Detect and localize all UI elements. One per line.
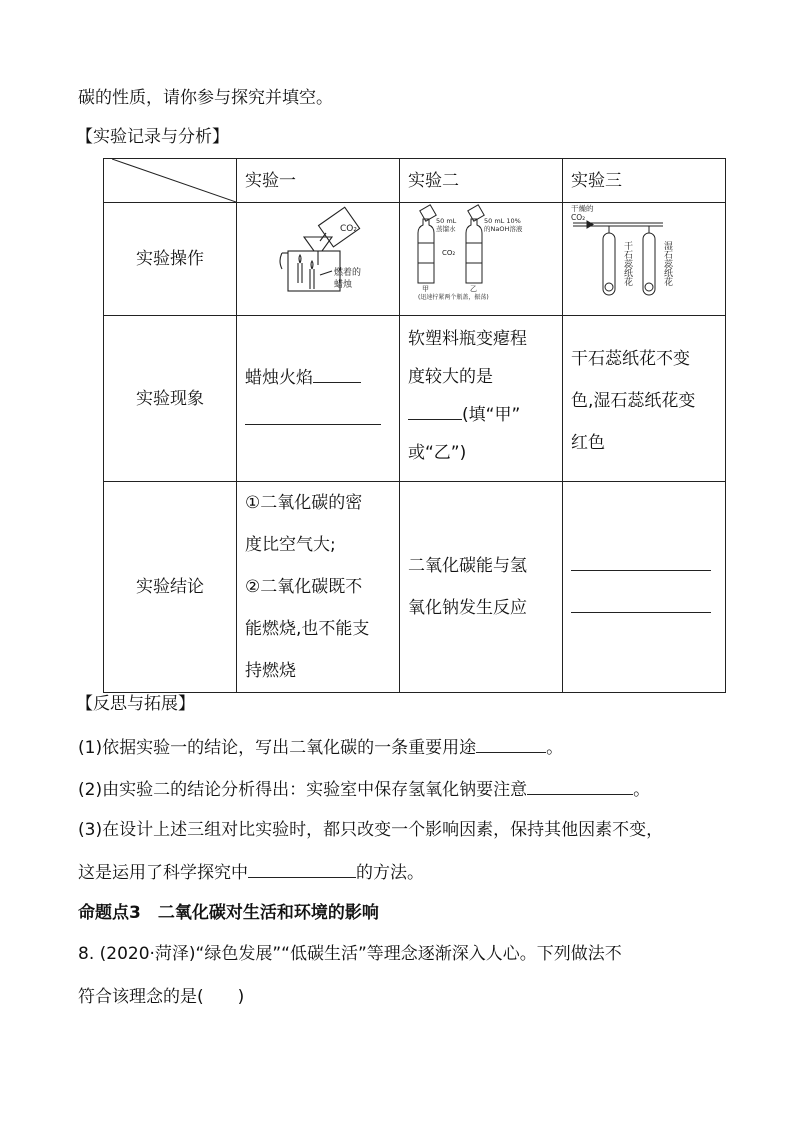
exp1-candle-label-2: 蜡烛 <box>334 280 353 290</box>
exp3-tube-left-label: 干石蕊纸花 <box>622 241 632 286</box>
question-3-blank[interactable] <box>248 859 356 878</box>
experiment-table <box>103 158 726 693</box>
table-header-row <box>104 159 726 203</box>
question-2 <box>78 776 650 802</box>
exp3-phenomenon-line-2: 色,湿石蕊纸花变 <box>571 391 696 411</box>
question-1-blank[interactable] <box>476 734 546 753</box>
exp1-image-cell <box>237 203 400 316</box>
question-1-end: 。 <box>546 738 564 758</box>
question-2-blank[interactable] <box>527 776 633 795</box>
exp1-conclusion-line-3: ②二氧化碳既不 <box>245 577 363 597</box>
header-exp1: 实验一 <box>237 159 400 203</box>
header-exp3: 实验三 <box>563 159 726 203</box>
exp3-phenomenon-line-3: 红色 <box>571 433 605 453</box>
diagonal-line <box>112 159 236 202</box>
bottle-yi-label: 乙 <box>470 285 477 293</box>
question-3-line-2 <box>78 859 424 885</box>
question-1-text: (1)依据实验一的结论，写出二氧化碳的一条重要用途 <box>78 738 477 758</box>
bottle-a-label-1: 50 mL <box>436 217 457 225</box>
exp1-conclusion-line-1: ①二氧化碳的密 <box>245 493 363 513</box>
exp3-conclusion-blank-1[interactable] <box>571 552 711 571</box>
question-3-line-1: (3)在设计上述三组对比实验时，都只改变一个影响因素，保持其他因素不变， <box>78 820 664 840</box>
exp2-phenomenon-line-2: 度较大的是 <box>408 367 493 387</box>
bottle-b-label-1: 50 mL 10% <box>484 217 521 225</box>
question-2-end: 。 <box>633 780 651 800</box>
exp3-phenomenon-line-1: 干石蕊纸花不变 <box>571 349 690 369</box>
question-8-line-2: 符合该理念的是( ) <box>78 987 245 1007</box>
operation-row <box>104 203 726 316</box>
exp3-dry-label-2: CO₂ <box>571 213 586 222</box>
exp1-phenomenon-blank-2[interactable] <box>245 406 381 425</box>
phenomenon-row <box>104 316 726 482</box>
reflection-heading: 【反思与拓展】 <box>76 694 195 714</box>
question-3-text-a: 这是运用了科学探究中 <box>78 863 248 883</box>
exp3-dry-label-1: 干燥的 <box>571 204 594 213</box>
bottle-a-label-2: 蒸馏水 <box>436 225 456 233</box>
exp2-bottles-illustration <box>406 203 556 301</box>
exp2-note: (迅速拧紧两个瓶盖，振荡) <box>418 294 489 301</box>
exp3-image-cell <box>563 203 726 316</box>
exp1-conclusion-line-2: 度比空气大; <box>245 535 336 555</box>
exp2-conclusion-cell <box>400 482 563 693</box>
record-heading: 【实验记录与分析】 <box>76 127 229 147</box>
exp1-co2-label: CO₂ <box>340 224 357 234</box>
conclusion-row <box>104 482 726 693</box>
question-8-line-1: 8. (2020·菏泽)“绿色发展”“低碳生活”等理念逐渐深入人心。下列做法不 <box>78 944 622 964</box>
exp1-candle-label-1: 燃着的 <box>334 268 362 278</box>
exp1-conclusion-line-4: 能燃烧,也不能支 <box>245 619 370 639</box>
exp2-phenomenon-line-3: (填“甲” <box>462 405 521 425</box>
exp1-conclusion-cell <box>237 482 400 693</box>
exp1-apparatus-illustration <box>248 203 388 301</box>
phenomenon-label: 实验现象 <box>104 316 237 482</box>
exp2-co2-label: CO₂ <box>442 249 456 257</box>
exp1-phenomenon-cell <box>237 316 400 482</box>
header-exp2: 实验二 <box>400 159 563 203</box>
exp2-conclusion-line-1: 二氧化碳能与氢 <box>408 556 527 576</box>
exp2-image-cell <box>400 203 563 316</box>
bottle-b-label-2: 的NaOH溶液 <box>484 225 523 233</box>
bottle-jia-label: 甲 <box>422 285 429 293</box>
question-2-text: (2)由实验二的结论分析得出：实验室中保存氢氧化钠要注意 <box>78 780 528 800</box>
intro-line: 碳的性质，请你参与探究并填空。 <box>78 88 333 108</box>
diagonal-header-cell <box>104 159 237 203</box>
exp3-conclusion-blank-2[interactable] <box>571 594 711 613</box>
exp3-tube-right-label: 湿石蕊纸花 <box>662 241 672 286</box>
exp2-phenomenon-line-4: 或“乙”) <box>408 443 467 463</box>
exp2-phenomenon-blank[interactable] <box>408 401 462 420</box>
exp3-phenomenon-cell <box>563 316 726 482</box>
exp3-conclusion-cell <box>563 482 726 693</box>
operation-label: 实验操作 <box>104 203 237 316</box>
conclusion-label: 实验结论 <box>104 482 237 693</box>
exp3-tubes-illustration <box>569 203 719 301</box>
exp2-conclusion-line-2: 氧化钠发生反应 <box>408 598 527 618</box>
question-3-text-b: 的方法。 <box>356 863 424 883</box>
exp1-phenomenon-text: 蜡烛火焰 <box>245 367 313 388</box>
exp2-phenomenon-cell <box>400 316 563 482</box>
exp1-conclusion-line-5: 持燃烧 <box>245 661 296 681</box>
exp2-phenomenon-line-1: 软塑料瓶变瘪程 <box>408 329 527 349</box>
exp1-phenomenon-blank-1[interactable] <box>313 364 361 383</box>
section-title: 命题点3 二氧化碳对生活和环境的影响 <box>78 903 379 923</box>
question-1 <box>78 734 563 760</box>
